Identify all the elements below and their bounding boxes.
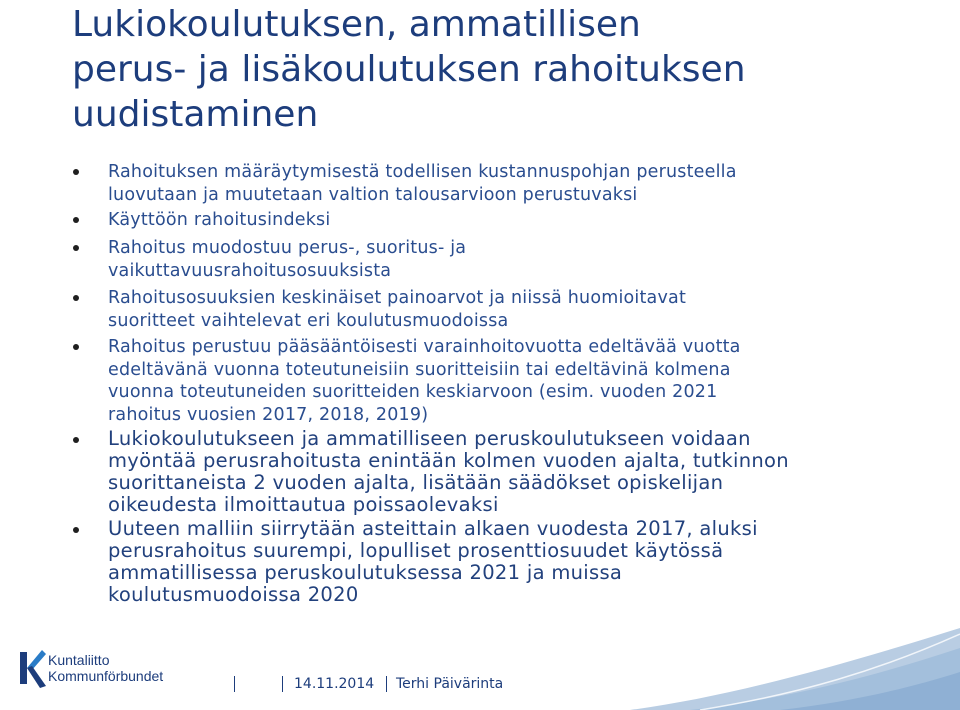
bullet-dot-icon [73, 245, 79, 251]
bullet-dot-icon [73, 169, 79, 175]
footer-divider [234, 676, 235, 692]
bullet-text: Rahoitusosuuksien keskinäiset painoarvot ja niissä huomioitavat suoritteet vaihtelevat eri koulutusmuodoissa [108, 288, 687, 331]
kuntaliitto-k-logo-icon [18, 646, 48, 690]
bullet-dot-icon [73, 295, 79, 301]
bullet-text: Rahoituksen määräytymisestä todellisen kustannuspohjan perusteella luovutaan ja muutetaan valtion talousarvioon perustuvaksi [108, 162, 737, 205]
kuntaliitto-logo [18, 646, 188, 692]
footer-date: 14.11.2014 [294, 676, 375, 692]
title-line: Lukiokoulutuksen, ammatillisen [72, 4, 641, 45]
bullet-dot-icon [73, 437, 79, 443]
bullet-text: Rahoitus muodostuu perus-, suoritus- ja vaikuttavuusrahoitusosuuksista [108, 238, 467, 281]
bullet-text: Rahoitus perustuu pääsääntöisesti varainhoitovuotta edeltävää vuotta edeltävänä vuonna toteutuneisiin suoritteisiin tai edeltävinä kolmena vuonna toteutuneiden suoritteiden keskiarvoon (esim. vuoden 2021 rahoitus vuosien 2017, 2018, 2019) [108, 337, 741, 425]
slide-title [72, 2, 932, 137]
bullet-text: Lukiokoulutukseen ja ammatilliseen peruskoulutukseen voidaan myöntää perusrahoitusta enintään kolmen vuoden ajalta, tutkinnon suorittaneista 2 vuoden ajalta, lisätään säädökset opiskelijan oikeudesta ilmoittautua poissaolevaksi [108, 427, 789, 516]
footer-divider [386, 676, 387, 692]
bullet-dot-icon [73, 527, 79, 533]
swoosh-decoration-icon [630, 620, 960, 710]
logo-text-kommunforbundet: Kommunförbundet [48, 668, 164, 684]
logo-text-kuntaliitto: Kuntaliitto [48, 652, 110, 668]
bullet-text: Uuteen malliin siirrytään asteittain alkaen vuodesta 2017, aluksi perusrahoitus suurempi, lopulliset prosenttiosuudet käytössä ammatillisessa peruskoulutuksessa 2021 ja muissa koulutusmuodoissa 2020 [108, 517, 758, 606]
bullet-text: Käyttöön rahoitusindeksi [108, 210, 331, 230]
footer-author: Terhi Päivärinta [396, 676, 504, 692]
bullet-dot-icon [73, 217, 79, 223]
bullet-dot-icon [73, 344, 79, 350]
title-line: perus- ja lisäkoulutuksen rahoituksen [72, 49, 746, 90]
footer-divider [282, 676, 283, 692]
title-line: uudistaminen [72, 94, 319, 135]
